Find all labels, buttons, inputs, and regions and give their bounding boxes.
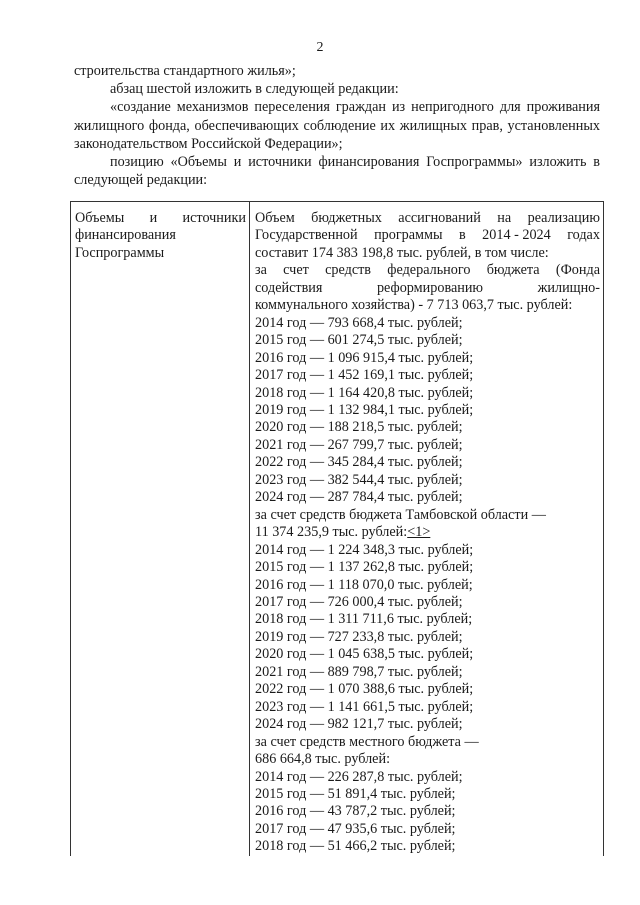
federal-heading-word: содействия	[255, 279, 323, 296]
budget-heading-word: программы	[374, 227, 443, 244]
federal-year-row: 2024 год — 287 784,4 тыс. рублей;	[255, 489, 463, 506]
budget-heading-word: годах	[567, 227, 600, 244]
federal-heading-word: реформированию	[376, 279, 484, 296]
budget-heading-line-3: составит 174 383 198,8 тыс. рублей, в том числе:	[255, 244, 549, 261]
local-heading-line-1: за счет средств местного бюджета —	[255, 733, 479, 750]
regional-year-row: 2022 год — 1 070 388,6 тыс. рублей;	[255, 681, 474, 698]
local-year-row: 2015 год — 51 891,4 тыс. рублей;	[255, 785, 456, 802]
table-right-cell	[250, 202, 604, 856]
regional-year-row: 2018 год — 1 311 711,6 тыс. рублей;	[255, 611, 473, 628]
budget-heading-word: Объем	[255, 210, 295, 226]
left-cell-line-3: Госпрограммы	[75, 244, 165, 261]
federal-year-row: 2016 год — 1 096 915,4 тыс. рублей;	[255, 349, 474, 366]
federal-year-row: 2023 год — 382 544,4 тыс. рублей;	[255, 471, 463, 488]
regional-year-row: 2024 год — 982 121,7 тыс. рублей;	[255, 716, 463, 733]
federal-year-row: 2022 год — 345 284,4 тыс. рублей;	[255, 454, 463, 471]
budget-heading-word: 2014 - 2024	[482, 227, 551, 244]
federal-year-row: 2015 год — 601 274,5 тыс. рублей;	[255, 332, 463, 349]
table-left-cell	[71, 202, 250, 856]
federal-heading-word: федерального	[387, 262, 471, 279]
federal-year-row: 2021 год — 267 799,7 тыс. рублей;	[255, 436, 463, 453]
intro-paragraph-3: «создание механизмов переселения граждан из непригодного для проживания жилищного фонда, обеспечивающих соблюдение их жилищных прав, установленных законодательством Российской Федерации»;	[74, 99, 600, 152]
regional-year-row: 2023 год — 1 141 661,5 тыс. рублей;	[255, 698, 474, 715]
regional-year-row: 2020 год — 1 045 638,5 тыс. рублей;	[255, 646, 474, 663]
federal-heading-word: жилищно-	[537, 279, 600, 296]
federal-years-list	[255, 315, 600, 507]
left-cell-line-2: финансирования	[75, 227, 176, 244]
local-year-row: 2017 год — 47 935,6 тыс. рублей;	[255, 820, 456, 837]
page-number: 2	[316, 40, 324, 55]
budget-heading-word: на	[497, 210, 512, 226]
footnote-link[interactable]: <1>	[407, 524, 431, 541]
federal-heading-line-3: коммунального хозяйства) - 7 713 063,7 тыс. рублей:	[255, 297, 573, 314]
federal-year-row: 2018 год — 1 164 420,8 тыс. рублей;	[255, 384, 474, 401]
regional-year-row: 2016 год — 1 118 070,0 тыс. рублей;	[255, 576, 473, 593]
federal-heading-word: счет	[283, 262, 309, 279]
financing-table	[70, 201, 604, 856]
budget-heading-word: ассигнований	[398, 210, 481, 226]
regional-year-row: 2021 год — 889 798,7 тыс. рублей;	[255, 663, 463, 680]
budget-heading-word: Государственной	[255, 227, 358, 244]
intro-line-2: абзац шестой изложить в следующей редакции:	[110, 81, 399, 98]
regional-heading-line-2	[255, 524, 600, 541]
federal-heading-line-1	[255, 262, 600, 279]
regional-years-list	[255, 542, 600, 734]
federal-heading-word: средств	[325, 262, 372, 279]
local-years-list	[255, 769, 600, 856]
regional-heading-line-1: за счет средств бюджета Тамбовской области —	[255, 506, 546, 523]
federal-year-row: 2014 год — 793 668,4 тыс. рублей;	[255, 314, 463, 331]
local-year-row: 2018 год — 51 466,2 тыс. рублей;	[255, 838, 456, 855]
regional-year-row: 2017 год — 726 000,4 тыс. рублей;	[255, 593, 463, 610]
regional-year-row: 2014 год — 1 224 348,3 тыс. рублей;	[255, 541, 474, 558]
local-year-row: 2016 год — 43 787,2 тыс. рублей;	[255, 803, 456, 820]
left-cell-line-1	[75, 210, 246, 227]
federal-heading-word: за	[255, 262, 267, 279]
local-year-row: 2014 год — 226 287,8 тыс. рублей;	[255, 768, 463, 785]
regional-year-row: 2015 год — 1 137 262,8 тыс. рублей;	[255, 559, 474, 576]
budget-heading-line-1	[255, 210, 600, 227]
budget-heading-word: реализацию	[527, 210, 600, 226]
local-heading-line-2: 686 664,8 тыс. рублей:	[255, 751, 391, 768]
federal-heading-line-2	[255, 280, 600, 297]
federal-year-row: 2019 год — 1 132 984,1 тыс. рублей;	[255, 401, 474, 418]
budget-heading-line-2	[255, 227, 600, 244]
regional-total: 11 374 235,9 тыс. рублей:	[255, 524, 408, 541]
intro-text	[74, 62, 600, 189]
federal-year-row: 2017 год — 1 452 169,1 тыс. рублей;	[255, 367, 474, 384]
budget-heading-word: бюджетных	[311, 210, 382, 226]
intro-paragraph-4: позицию «Объемы и источники финансирования Госпрограммы» изложить в следующей редакции:	[74, 154, 600, 189]
regional-year-row: 2019 год — 727 233,8 тыс. рублей;	[255, 628, 463, 645]
left-word-3: источники	[182, 210, 246, 226]
left-word-1: Объемы	[75, 210, 125, 226]
left-word-2: и	[149, 210, 158, 226]
federal-heading-word: (Фонда	[555, 262, 600, 279]
intro-line-1: строительства стандартного жилья»;	[74, 63, 296, 79]
budget-heading-word: в	[459, 227, 466, 244]
federal-heading-word: бюджета	[486, 262, 540, 279]
federal-year-row: 2020 год — 188 218,5 тыс. рублей;	[255, 419, 463, 436]
